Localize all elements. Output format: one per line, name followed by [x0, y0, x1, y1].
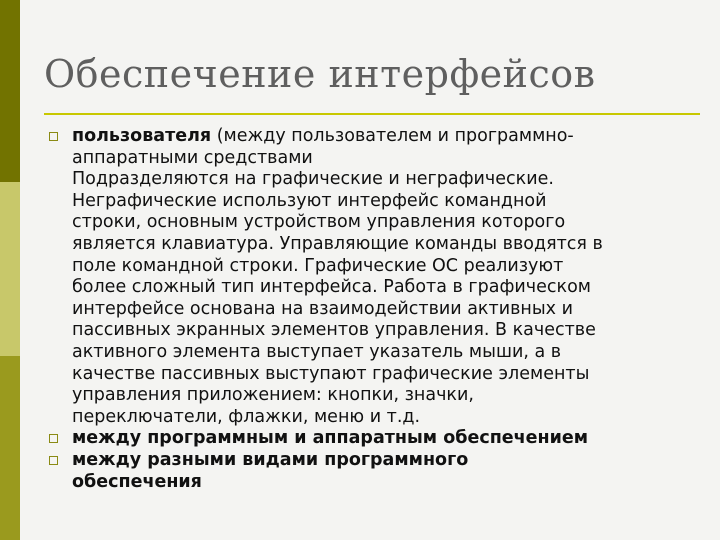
square-bullet-icon: [49, 434, 58, 443]
bullet-line: [72, 126, 700, 148]
bullet-text: более сложный тип интерфейса. Работа в графическом: [72, 277, 591, 298]
bullet-item-software-software: [44, 450, 700, 493]
bullet-text: переключатели, флажки, меню и т.д.: [72, 406, 421, 427]
bullet-text: (между пользователем и программно-: [211, 126, 574, 146]
bullet-text: поле командной строки. Графические ОС реализуют: [72, 255, 564, 276]
bullet-text: активного элемента выступает указатель мыши, а в: [72, 341, 562, 362]
bullet-list: [44, 126, 700, 493]
bullet-heading: пользователя: [72, 126, 212, 146]
bullet-text: интерфейсе основана на взаимодействии активных и: [72, 298, 573, 319]
bullet-heading: между программным и аппаратным обеспечением: [72, 428, 589, 449]
bullet-text: является клавиатура. Управляющие команды вводятся в: [72, 233, 603, 254]
decor-stripe-top: [0, 0, 20, 182]
square-bullet-icon: [49, 132, 58, 141]
title-underline: [44, 113, 700, 115]
bullet-heading: между разными видами программного: [72, 449, 469, 470]
decor-stripe-middle: [0, 182, 20, 356]
bullet-text: строки, основным устройством управления которого: [72, 212, 566, 233]
bullet-item-software-hardware: [44, 428, 700, 450]
decor-stripe-bottom: [0, 356, 20, 540]
bullet-text: качестве пассивных выступают графические элементы: [72, 363, 590, 384]
bullet-text: Неграфические используют интерфейс командной: [72, 190, 547, 211]
bullet-text: Подразделяются на графические и неграфические.: [72, 169, 554, 190]
bullet-text: аппаратными средствами: [72, 147, 313, 168]
slide-title: Обеспечение интерфейсов: [44, 52, 596, 96]
bullet-text: пассивных экранных элементов управления. В качестве: [72, 320, 596, 341]
bullet-item-user-interface: [44, 126, 700, 428]
bullet-text: управления приложением: кнопки, значки,: [72, 385, 474, 406]
bullet-heading: обеспечения: [72, 471, 202, 492]
square-bullet-icon: [49, 456, 58, 465]
